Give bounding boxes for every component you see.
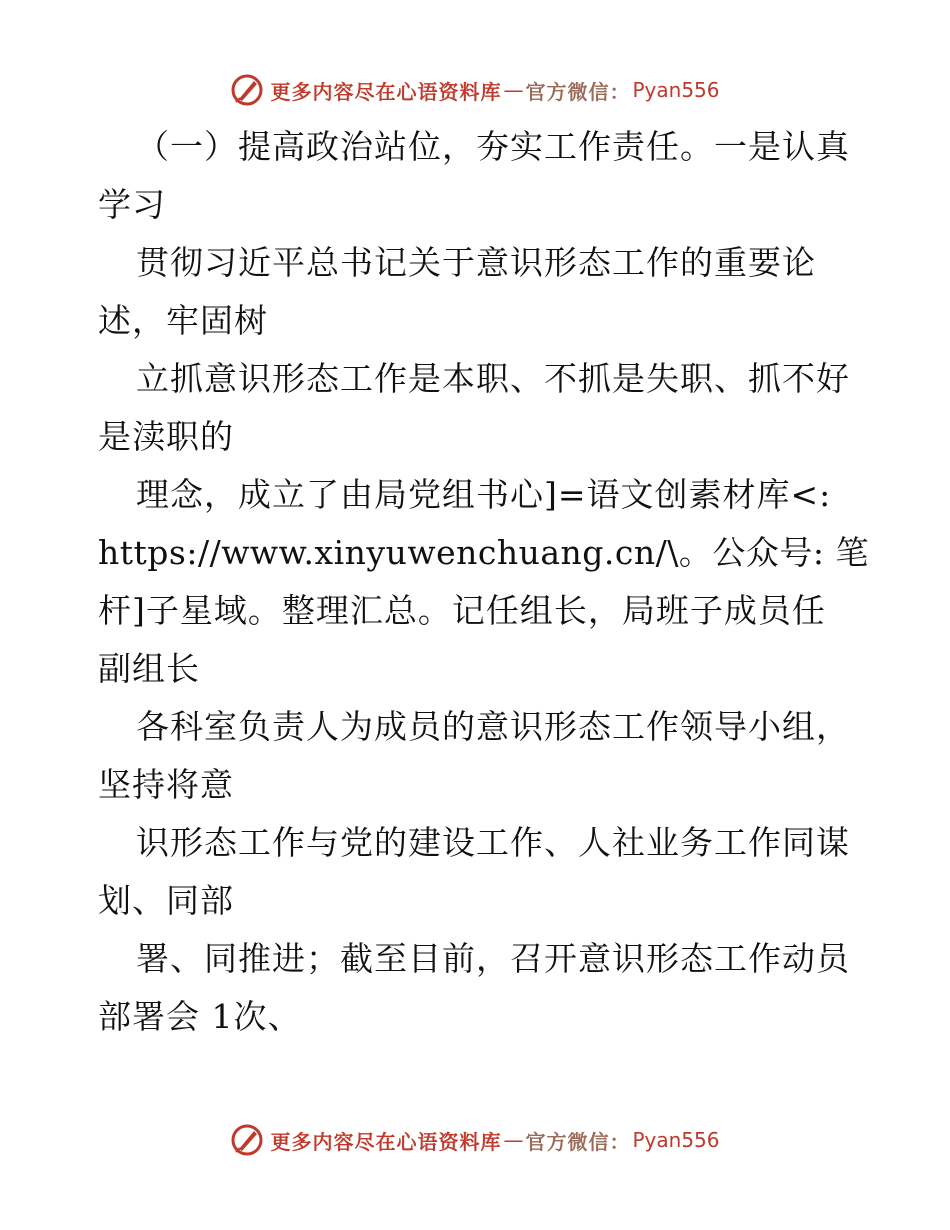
quill-logo-icon — [230, 1123, 264, 1157]
body-line-14: 划、同部 — [98, 881, 234, 920]
body-line-15: 署、同推进；截至目前，召开意识形态工作动员 — [136, 939, 850, 978]
body-line-10: 副组长 — [98, 649, 200, 688]
footer-watermark — [0, 1120, 950, 1160]
watermark-wechat-id: Pyan556 — [632, 1128, 720, 1152]
body-line-12: 坚持将意 — [98, 765, 234, 804]
body-line-16: 部署会 1次、 — [98, 997, 302, 1036]
watermark-lead-text: 更多内容尽在心语资料库 — [270, 1129, 502, 1154]
body-line-5: 立抓意识形态工作是本职、不抓是失职、抓不好 — [136, 359, 850, 398]
body-line-3: 贯彻习近平总书记关于意识形态工作的重要论 — [136, 243, 816, 282]
header-watermark — [0, 70, 950, 110]
body-line-13: 识形态工作与党的建设工作、人社业务工作同谋 — [136, 823, 850, 862]
watermark-wechat-id: Pyan556 — [632, 78, 720, 102]
watermark-dash: — — [503, 1128, 524, 1152]
body-line-7: 理念，成立了由局党组书心]=语文创素材库<: — [136, 475, 832, 514]
quill-logo-icon — [230, 73, 264, 107]
body-line-11: 各科室负责人为成员的意识形态工作领导小组， — [136, 707, 850, 746]
document-body — [98, 118, 869, 1046]
body-line-4: 述，牢固树 — [98, 301, 268, 340]
body-line-6: 是渎职的 — [98, 417, 234, 456]
watermark-dash: — — [503, 78, 524, 102]
body-line-8: https://www.xinyuwenchuang.cn/\。公众号: 笔 — [98, 533, 869, 572]
body-line-9: 杆]子星域。整理汇总。记任组长，局班子成员任 — [98, 591, 826, 630]
watermark-wechat-label: 官方微信： — [525, 79, 631, 104]
body-line-1: （一）提高政治站位，夯实工作责任。一是认真 — [136, 127, 850, 166]
watermark-wechat-label: 官方微信： — [525, 1129, 631, 1154]
body-line-2: 学习 — [98, 185, 166, 224]
watermark-lead-text: 更多内容尽在心语资料库 — [270, 79, 502, 104]
